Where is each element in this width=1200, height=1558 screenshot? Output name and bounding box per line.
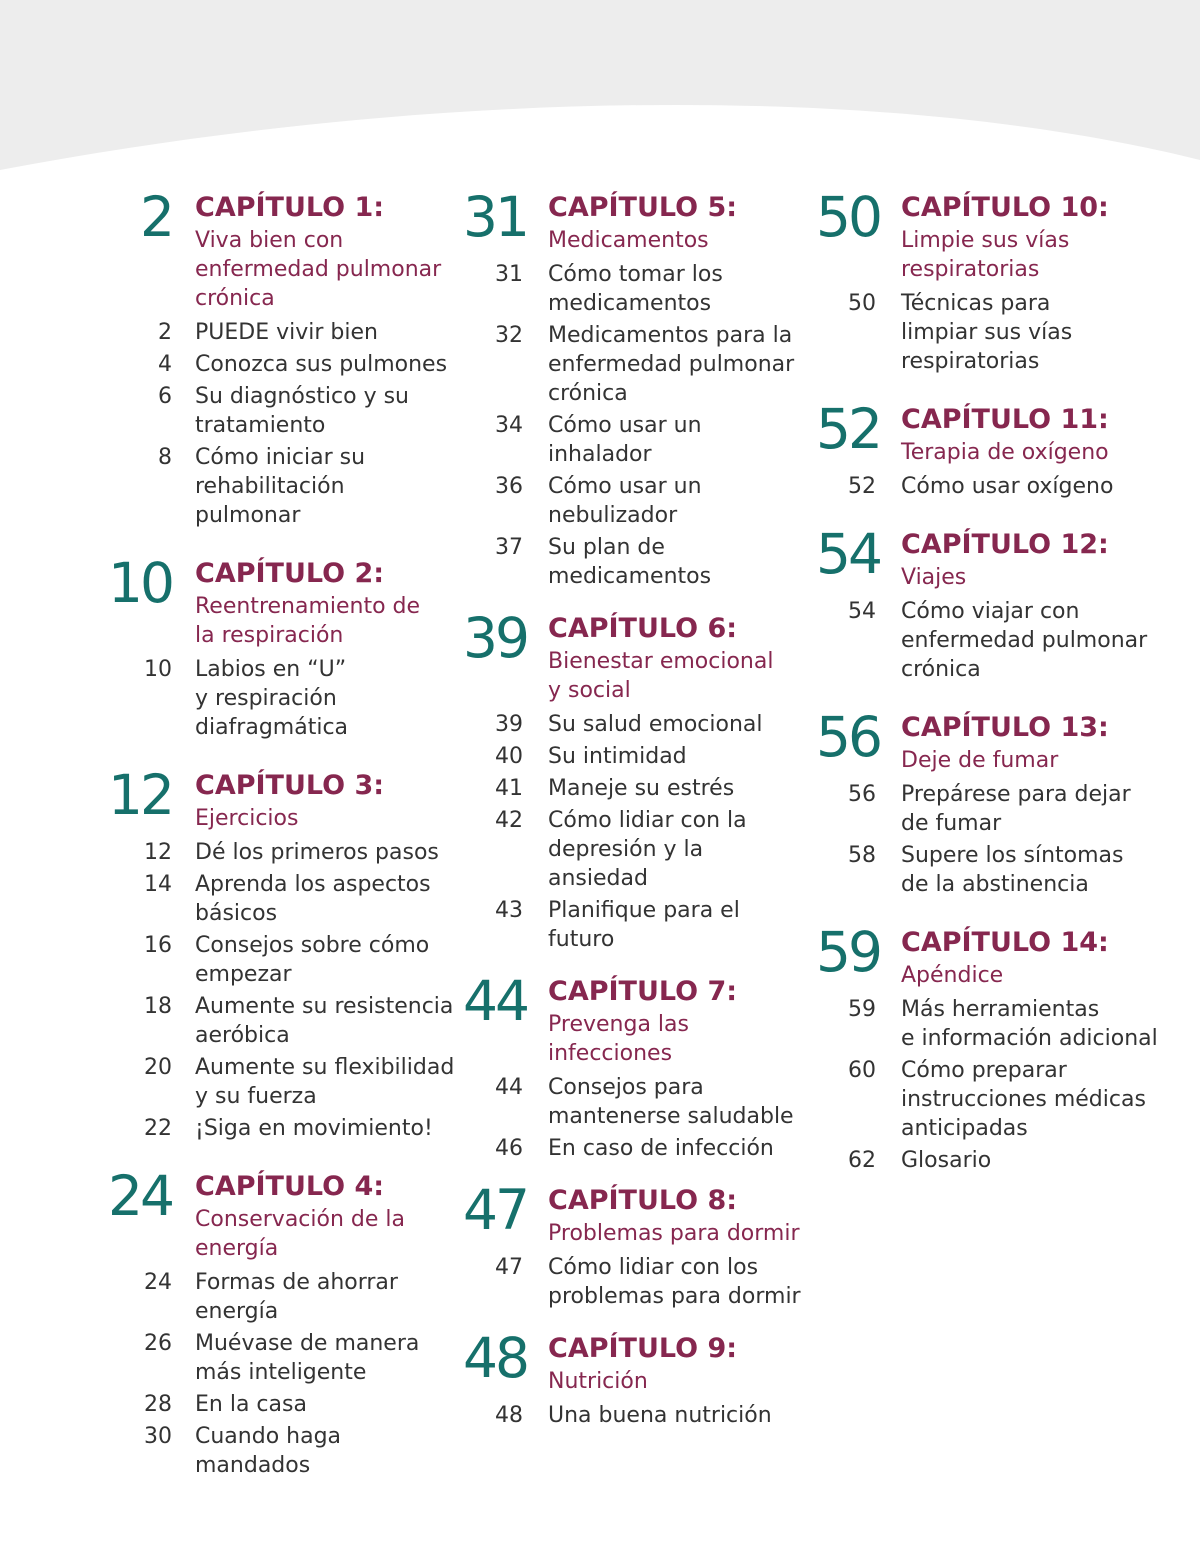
section-title: Aprenda los aspectos básicos [195, 872, 431, 926]
chapter-number: 48 [463, 1326, 527, 1390]
section-title: Prepárese para dejar de fumar [901, 782, 1131, 836]
chapter-heading [0, 706, 1161, 775]
section-entry [0, 995, 1161, 1053]
section-title: Supere los síntomas de la abstinencia [901, 843, 1124, 897]
chapter-number: 56 [816, 705, 880, 769]
section-title: Técnicas para limpiar sus vías respiratorias [901, 291, 1073, 374]
section-page-number: 16 [144, 933, 172, 958]
toc-column-3 [0, 186, 1161, 1175]
chapter-heading [0, 523, 1161, 592]
chapter-label: CAPÍTULO 3: [195, 770, 385, 801]
section-title: Labios en “U” y respiración diafragmática [195, 657, 349, 740]
chapter-number: 2 [140, 185, 172, 249]
section-entry [0, 1146, 1161, 1175]
chapter-block [0, 921, 1161, 1175]
chapter-title: Medicamentos [548, 228, 709, 253]
section-page-number: 58 [848, 843, 876, 868]
chapter-title: Bienestar emocional y social [548, 649, 774, 703]
section-title: Su diagnóstico y su tratamiento [195, 384, 409, 438]
chapter-label: CAPÍTULO 9: [548, 1333, 738, 1364]
section-page-number: 10 [144, 657, 172, 682]
chapter-title: Ejercicios [195, 806, 299, 831]
chapter-heading [0, 398, 1161, 467]
chapter-label: CAPÍTULO 13: [901, 712, 1109, 743]
section-title: Formas de ahorrar energía [195, 1270, 398, 1324]
chapter-label: CAPÍTULO 2: [195, 558, 385, 589]
section-page-number: 20 [144, 1055, 172, 1080]
section-title: Su intimidad [548, 744, 687, 769]
chapter-label: CAPÍTULO 1: [195, 192, 385, 223]
chapter-label: CAPÍTULO 12: [901, 529, 1109, 560]
chapter-number: 10 [108, 551, 172, 615]
section-page-number: 6 [158, 384, 172, 409]
chapter-title: Prevenga las infecciones [548, 1012, 689, 1066]
chapter-block [0, 706, 1161, 899]
chapter-number: 39 [463, 606, 527, 670]
chapter-head-text [548, 1179, 808, 1248]
section-page-number: 12 [144, 840, 172, 865]
section-entry [0, 597, 1161, 684]
chapter-title: Viva bien con enfermedad pulmonar crónica [195, 228, 442, 311]
chapter-label: CAPÍTULO 11: [901, 404, 1109, 435]
chapter-title: Problemas para dormir [548, 1221, 800, 1246]
chapter-label: CAPÍTULO 10: [901, 192, 1109, 223]
chapter-title: Deje de fumar [901, 748, 1059, 773]
section-title: Aumente su flexibilidad y su fuerza [195, 1055, 455, 1109]
section-page-number: 32 [495, 323, 523, 348]
chapter-number: 54 [816, 522, 880, 586]
section-title: Consejos para mantenerse saludable [548, 1075, 794, 1129]
section-title: Planifique para el futuro [548, 898, 740, 952]
section-title: Cuando haga mandados [195, 1424, 342, 1478]
section-page-number: 30 [144, 1424, 172, 1449]
chapter-number: 50 [816, 185, 880, 249]
section-page-number: 18 [144, 994, 172, 1019]
section-page-number: 31 [495, 262, 523, 287]
section-page-number: 39 [495, 712, 523, 737]
section-title: Más herramientas e información adicional [901, 997, 1158, 1051]
section-title: ¡Siga en movimiento! [195, 1116, 433, 1141]
section-page-number: 37 [495, 535, 523, 560]
section-list [0, 597, 1161, 684]
section-page-number: 47 [495, 1255, 523, 1280]
chapter-label: CAPÍTULO 4: [195, 1171, 385, 1202]
section-list [0, 1253, 808, 1311]
section-title: En la casa [195, 1392, 307, 1417]
chapter-label: CAPÍTULO 5: [548, 192, 738, 223]
chapter-title: Terapia de oxígeno [901, 440, 1109, 465]
section-entry [0, 841, 1161, 899]
section-title: Cómo usar oxígeno [901, 474, 1114, 499]
section-title: PUEDE vivir bien [195, 320, 378, 345]
section-list [0, 780, 1161, 899]
chapter-number: 24 [108, 1164, 172, 1228]
section-title: Cómo usar un nebulizador [548, 474, 702, 528]
section-page-number: 2 [158, 320, 172, 345]
top-decorative-band [0, 0, 1200, 175]
section-page-number: 48 [495, 1403, 523, 1428]
section-page-number: 56 [848, 782, 876, 807]
chapter-head-text [901, 523, 1161, 592]
chapter-number: 31 [463, 185, 527, 249]
chapter-head-text [901, 706, 1161, 775]
chapter-head-text [548, 1327, 808, 1396]
chapter-number: 12 [108, 763, 172, 827]
section-page-number: 41 [495, 776, 523, 801]
section-page-number: 36 [495, 474, 523, 499]
chapter-block [0, 1179, 808, 1311]
section-title: Medicamentos para la enfermedad pulmonar crónica [548, 323, 795, 406]
chapter-title: Nutrición [548, 1369, 648, 1394]
chapter-number: 44 [463, 969, 527, 1033]
section-entry [0, 1401, 808, 1430]
section-page-number: 60 [848, 1058, 876, 1083]
chapter-block [0, 523, 1161, 684]
section-title: Cómo lidiar con los problemas para dormir [548, 1255, 801, 1309]
chapter-head-text [901, 921, 1161, 990]
section-title: Cómo tomar los medicamentos [548, 262, 723, 316]
section-entry [0, 780, 1161, 838]
section-title: Cómo viajar con enfermedad pulmonar crónica [901, 599, 1148, 682]
section-page-number: 24 [144, 1270, 172, 1295]
chapter-label: CAPÍTULO 7: [548, 976, 738, 1007]
chapter-block [0, 186, 1161, 376]
section-page-number: 52 [848, 474, 876, 499]
chapter-number: 59 [816, 920, 880, 984]
section-page-number: 50 [848, 291, 876, 316]
chapter-title: Reentrenamiento de la respiración [195, 594, 421, 648]
section-page-number: 26 [144, 1331, 172, 1356]
chapter-block [0, 398, 1161, 501]
section-entry [0, 1056, 1161, 1143]
section-list [0, 995, 1161, 1175]
section-page-number: 59 [848, 997, 876, 1022]
section-title: Cómo lidiar con la depresión y la ansiedad [548, 808, 747, 891]
chapter-heading [0, 186, 1161, 284]
section-page-number: 62 [848, 1148, 876, 1173]
section-entry [0, 1253, 808, 1311]
section-title: Cómo preparar instrucciones médicas anticipadas [901, 1058, 1146, 1141]
section-title: Cómo usar un inhalador [548, 413, 702, 467]
section-title: Conozca sus pulmones [195, 352, 448, 377]
section-title: Dé los primeros pasos [195, 840, 439, 865]
section-page-number: 28 [144, 1392, 172, 1417]
section-title: En caso de infección [548, 1136, 774, 1161]
section-title: Su salud emocional [548, 712, 763, 737]
chapter-heading [0, 921, 1161, 990]
chapter-title: Conservación de la energía [195, 1207, 405, 1261]
chapter-number: 52 [816, 397, 880, 461]
section-page-number: 4 [158, 352, 172, 377]
chapter-number: 47 [463, 1178, 527, 1242]
chapter-head-text [901, 398, 1161, 467]
section-page-number: 43 [495, 898, 523, 923]
section-title: Maneje su estrés [548, 776, 735, 801]
section-page-number: 46 [495, 1136, 523, 1161]
chapter-title: Apéndice [901, 963, 1004, 988]
chapter-title: Limpie sus vías respiratorias [901, 228, 1070, 282]
section-page-number: 14 [144, 872, 172, 897]
section-title: Una buena nutrición [548, 1403, 772, 1428]
section-entry [0, 472, 1161, 501]
chapter-heading [0, 1327, 808, 1396]
section-list [0, 289, 1161, 376]
section-page-number: 34 [495, 413, 523, 438]
chapter-title: Viajes [901, 565, 967, 590]
section-list [0, 472, 1161, 501]
section-title: Su plan de medicamentos [548, 535, 712, 589]
chapter-label: CAPÍTULO 8: [548, 1185, 738, 1216]
section-title: Consejos sobre cómo empezar [195, 933, 430, 987]
section-page-number: 54 [848, 599, 876, 624]
section-page-number: 22 [144, 1116, 172, 1141]
section-title: Aumente su resistencia aeróbica [195, 994, 454, 1048]
section-page-number: 8 [158, 445, 172, 470]
chapter-label: CAPÍTULO 6: [548, 613, 738, 644]
section-entry [0, 289, 1161, 376]
section-title: Cómo iniciar su rehabilitación pulmonar [195, 445, 366, 528]
section-page-number: 44 [495, 1075, 523, 1100]
section-entry [0, 1422, 455, 1480]
section-page-number: 42 [495, 808, 523, 833]
chapter-heading [0, 1179, 808, 1248]
section-title: Muévase de manera más inteligente [195, 1331, 420, 1385]
chapter-block [0, 1327, 808, 1430]
section-list [0, 1401, 808, 1430]
section-title: Glosario [901, 1148, 992, 1173]
chapter-head-text [901, 186, 1161, 284]
section-page-number: 40 [495, 744, 523, 769]
chapter-label: CAPÍTULO 14: [901, 927, 1109, 958]
